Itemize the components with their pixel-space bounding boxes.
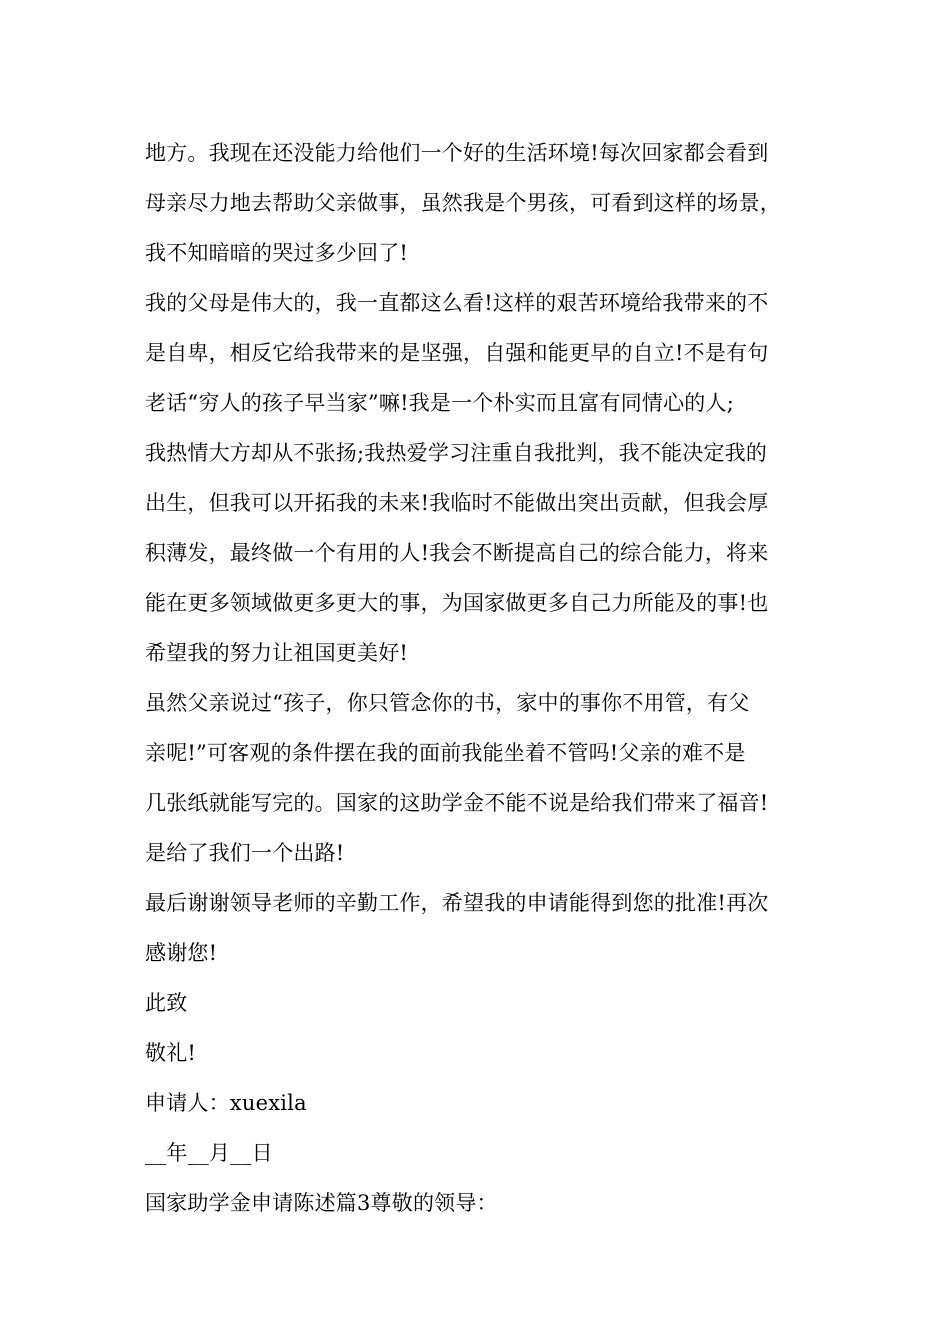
closing-respect: 敬礼! [145, 1041, 197, 1065]
text-line-7: 我热情大方却从不张扬;我热爱学习注重自我批判，我不能决定我的 [145, 441, 768, 465]
text-line-6: 老话“穷人的孩子早当家”嘛!我是一个朴实而且富有同情心的人; [145, 391, 734, 415]
text-line-14: 几张纸就能写完的。国家的这助学金不能不说是给我们带来了福音! [145, 791, 769, 815]
text-line-17: 感谢您! [145, 941, 218, 965]
text-line-11: 希望我的努力让祖国更美好! [145, 641, 409, 665]
document-body [145, 128, 815, 1228]
text-line-12: 虽然父亲说过“孩子，你只管念你的书，家中的事你不用管，有父 [145, 691, 750, 715]
text-line-13: 亲呢!”可客观的条件摆在我的面前我能坐着不管吗!父亲的难不是 [145, 741, 746, 765]
text-line-2: 母亲尽力地去帮助父亲做事，虽然我是个男孩，可看到这样的场景， [145, 191, 781, 215]
text-line-10: 能在更多领域做更多更大的事，为国家做更多自己力所能及的事!也 [145, 591, 769, 615]
date-line: __年__月__日 [145, 1141, 273, 1165]
text-line-4: 我的父母是伟大的，我一直都这么看!这样的艰苦环境给我带来的不 [145, 291, 769, 315]
text-line-9: 积薄发，最终做一个有用的人!我会不断提高自己的综合能力，将来 [145, 541, 769, 565]
next-section-heading: 国家助学金申请陈述篇3尊敬的领导： [145, 1191, 498, 1215]
text-line-3: 我不知暗暗的哭过多少回了! [145, 241, 409, 265]
text-line-15: 是给了我们一个出路! [145, 841, 345, 865]
applicant-line: 申请人：xuexila [145, 1091, 307, 1115]
text-line-1: 地方。我现在还没能力给他们一个好的生活环境!每次回家都会看到 [145, 141, 769, 165]
text-line-16: 最后谢谢领导老师的辛勤工作，希望我的申请能得到您的批准!再次 [145, 891, 769, 915]
text-line-5: 是自卑，相反它给我带来的是坚强，自强和能更早的自立!不是有句 [145, 341, 769, 365]
text-line-8: 出生，但我可以开拓我的未来!我临时不能做出突出贡献，但我会厚 [145, 491, 769, 515]
closing-salutation: 此致 [145, 991, 188, 1015]
